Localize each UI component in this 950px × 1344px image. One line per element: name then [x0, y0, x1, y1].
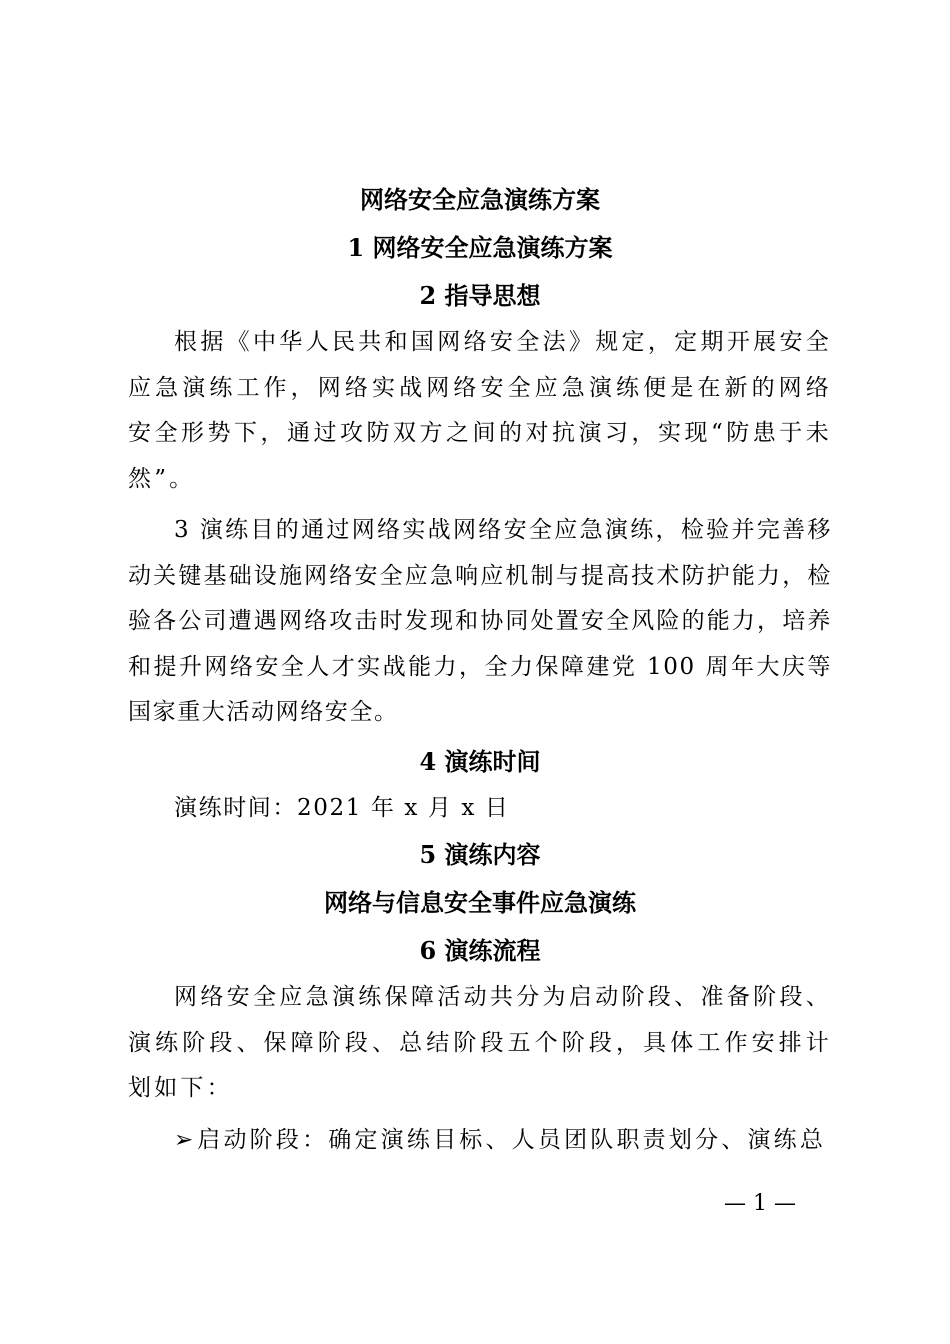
arrow-bullet-icon: ➢	[174, 1126, 194, 1153]
bullet-text: 启动阶段：确定演练目标、人员团队职责划分、演练总	[197, 1126, 827, 1153]
time-paragraph: 演练时间：2021 年 x 月 x 日	[174, 794, 510, 821]
process-paragraph: 网络安全应急演练保障活动共分为启动阶段、准备阶段、演练阶段、保障阶段、总结阶段五个阶段，具体工作安排计划如下：	[128, 984, 832, 1101]
section-1-heading: 1 网络安全应急演练方案	[347, 233, 613, 262]
guiding-paragraph: 根据《中华人民共和国网络安全法》规定，定期开展安全应急演练工作，网络实战网络安全应急演练便是在新的网络安全形势下，通过攻防双方之间的对抗演习，实现“防患于未然”。	[128, 329, 832, 492]
page-number: — 1 —	[724, 1191, 796, 1216]
section-4-heading: 4 演练时间	[419, 746, 541, 776]
bullet-item	[128, 1118, 832, 1164]
section-2-heading: 2 指导思想	[419, 281, 541, 310]
content-subheading: 网络与信息安全事件应急演练	[324, 888, 636, 917]
purpose-paragraph: 3 演练目的通过网络实战网络安全应急演练，检验并完善移动关键基础设施网络安全应急响应机制与提高技术防护能力，检验各公司遭遇网络攻击时发现和协同处置安全风险的能力，培养和提升网络安全人才实战能力，全力保障建党 100 周年大庆等国家重大活动网络安全。	[128, 517, 832, 725]
document-body	[128, 176, 832, 1163]
section-6-heading: 6 演练流程	[419, 936, 541, 965]
document-title: 网络安全应急演练方案	[360, 185, 600, 214]
section-5-heading: 5 演练内容	[419, 840, 541, 869]
